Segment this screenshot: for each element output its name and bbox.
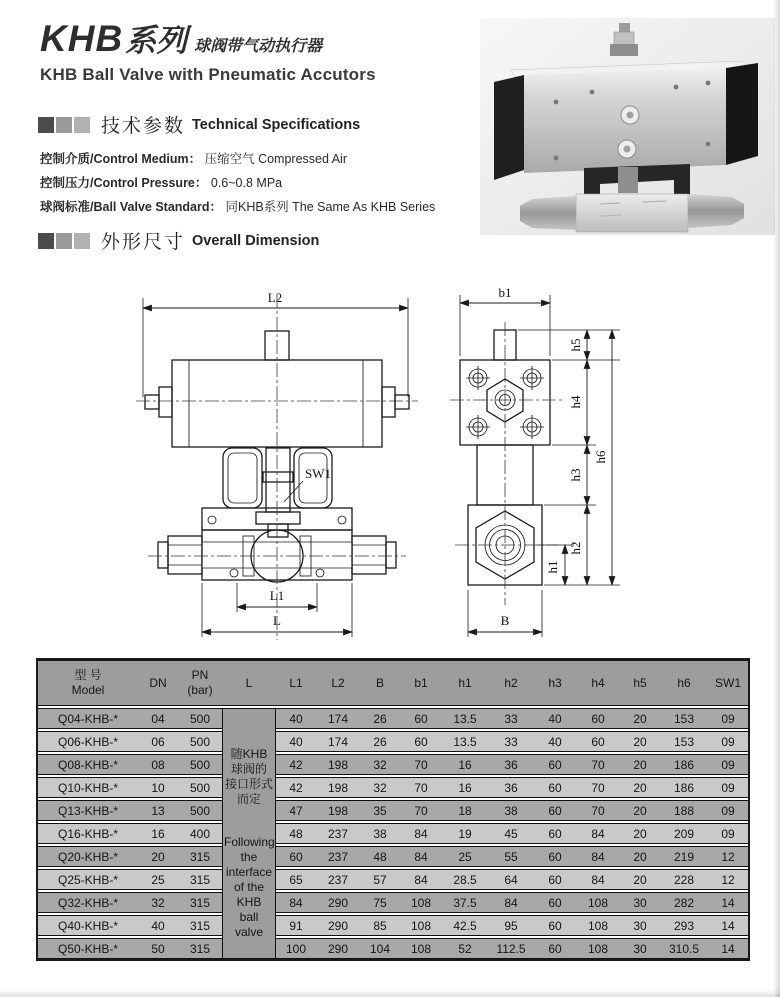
value-cell: 16	[442, 754, 488, 775]
column-header: h2	[488, 660, 534, 706]
value-cell: 32	[360, 754, 400, 775]
value-cell: 60	[534, 846, 576, 867]
value-cell: 70	[400, 754, 442, 775]
value-cell: 108	[576, 915, 620, 936]
value-cell: 60	[534, 915, 576, 936]
column-header: h1	[442, 660, 488, 706]
value-cell: 20	[620, 869, 660, 890]
value-cell: 19	[442, 823, 488, 844]
value-cell: 42.5	[442, 915, 488, 936]
value-cell: 55	[488, 846, 534, 867]
value-cell: 310.5	[660, 938, 708, 959]
value-cell: 84	[400, 823, 442, 844]
value-cell: 500	[178, 754, 222, 775]
value-cell: 290	[316, 915, 360, 936]
value-cell: 13.5	[442, 708, 488, 729]
model-cell: Q13-KHB-*	[38, 800, 138, 821]
value-cell: 33	[488, 708, 534, 729]
value-cell: 16	[138, 823, 178, 844]
value-cell: 70	[576, 754, 620, 775]
value-cell: 85	[360, 915, 400, 936]
table-row	[38, 846, 748, 867]
column-header: B	[360, 660, 400, 706]
value-cell: 30	[620, 915, 660, 936]
value-cell: 500	[178, 777, 222, 798]
value-cell: 40	[534, 708, 576, 729]
column-header: SW1	[708, 660, 748, 706]
value-cell: 14	[708, 915, 748, 936]
value-cell: 282	[660, 892, 708, 913]
spec-label: 控制压力/Control Pressure：	[40, 176, 208, 190]
value-cell: 290	[316, 938, 360, 959]
value-cell: 95	[488, 915, 534, 936]
value-cell: 84	[576, 846, 620, 867]
value-cell: 219	[660, 846, 708, 867]
value-cell: 237	[316, 869, 360, 890]
value-cell: 09	[708, 800, 748, 821]
spec-control-pressure	[40, 173, 435, 191]
column-header: h4	[576, 660, 620, 706]
value-cell: 14	[708, 892, 748, 913]
value-cell: 186	[660, 754, 708, 775]
value-cell: 75	[360, 892, 400, 913]
value-cell: 400	[178, 823, 222, 844]
value-cell: 108	[400, 938, 442, 959]
value-cell: 108	[400, 915, 442, 936]
value-cell: 09	[708, 777, 748, 798]
value-cell: 48	[276, 823, 316, 844]
value-cell: 06	[138, 731, 178, 752]
section-marker-dark-icon	[38, 233, 54, 249]
front-view-drawing	[136, 290, 418, 640]
value-cell: 14	[708, 938, 748, 959]
value-cell: 198	[316, 800, 360, 821]
value-cell: 18	[442, 800, 488, 821]
value-cell: 04	[138, 708, 178, 729]
value-cell: 20	[620, 754, 660, 775]
value-cell: 60	[400, 731, 442, 752]
value-cell: 60	[534, 823, 576, 844]
value-cell: 228	[660, 869, 708, 890]
value-cell: 91	[276, 915, 316, 936]
value-cell: 64	[488, 869, 534, 890]
series-suffix-zh: 系列	[125, 23, 188, 58]
value-cell: 09	[708, 708, 748, 729]
series-subtitle-zh: 球阀带气动执行器	[194, 38, 323, 55]
value-cell: 84	[400, 869, 442, 890]
table-row	[38, 731, 748, 752]
title-block	[40, 20, 376, 85]
dim-label-L1: L1	[269, 588, 285, 603]
section-technical-specifications	[38, 111, 360, 138]
column-header: PN (bar)	[178, 660, 222, 706]
value-cell: 13	[138, 800, 178, 821]
spec-label: 控制介质/Control Medium：	[40, 152, 202, 166]
value-cell: 38	[488, 800, 534, 821]
value-cell: 188	[660, 800, 708, 821]
dim-label-h1: h1	[545, 560, 560, 574]
dimension-table	[36, 658, 750, 961]
value-cell: 52	[442, 938, 488, 959]
column-header: h5	[620, 660, 660, 706]
value-cell: 26	[360, 708, 400, 729]
value-cell: 315	[178, 892, 222, 913]
value-cell: 20	[620, 823, 660, 844]
dim-label-SW1: SW1	[305, 466, 331, 481]
spec-ball-valve-standard	[40, 197, 435, 215]
scan-edge-right	[773, 0, 780, 997]
dim-label-b1: b1	[498, 285, 512, 300]
value-cell: 70	[576, 800, 620, 821]
title-line-zh	[40, 20, 376, 57]
value-cell: 10	[138, 777, 178, 798]
model-cell: Q06-KHB-*	[38, 731, 138, 752]
table-row	[38, 708, 748, 729]
table-row	[38, 869, 748, 890]
value-cell: 84	[400, 846, 442, 867]
value-cell: 30	[620, 892, 660, 913]
spec-label: 球阀标准/Ball Valve Standard：	[40, 200, 222, 214]
value-cell: 20	[620, 731, 660, 752]
dim-label-h5: h5	[568, 338, 583, 352]
series-name: KHB	[40, 18, 124, 59]
value-cell: 153	[660, 731, 708, 752]
value-cell: 60	[576, 731, 620, 752]
ball-valve-photo	[520, 194, 744, 232]
value-cell: 40	[276, 731, 316, 752]
value-cell: 20	[620, 777, 660, 798]
column-header: L2	[316, 660, 360, 706]
value-cell: 57	[360, 869, 400, 890]
value-cell: 104	[360, 938, 400, 959]
value-cell: 209	[660, 823, 708, 844]
spec-table-body	[38, 708, 748, 959]
value-cell: 70	[400, 777, 442, 798]
value-cell: 84	[488, 892, 534, 913]
value-cell: 100	[276, 938, 316, 959]
section-marker-mid-icon	[56, 117, 72, 133]
value-cell: 25	[138, 869, 178, 890]
value-cell: 40	[534, 731, 576, 752]
value-cell: 25	[442, 846, 488, 867]
value-cell: 60	[534, 754, 576, 775]
value-cell: 237	[316, 846, 360, 867]
value-cell: 290	[316, 892, 360, 913]
value-cell: 37.5	[442, 892, 488, 913]
value-cell: 70	[400, 800, 442, 821]
product-photo	[480, 18, 775, 235]
column-header: L1	[276, 660, 316, 706]
value-cell: 315	[178, 938, 222, 959]
value-cell: 32	[138, 892, 178, 913]
value-cell: 28.5	[442, 869, 488, 890]
value-cell: 16	[442, 777, 488, 798]
section-title-zh: 技术参数	[101, 116, 186, 137]
value-cell: 20	[620, 708, 660, 729]
table-row	[38, 754, 748, 775]
column-header: h6	[660, 660, 708, 706]
dim-label-h2: h2	[568, 541, 583, 555]
scan-edge-bottom	[0, 990, 780, 997]
l-note-zh: 随KHB 球阀的 接口形式 而定	[224, 747, 273, 806]
value-cell: 50	[138, 938, 178, 959]
value-cell: 48	[360, 846, 400, 867]
value-cell: 47	[276, 800, 316, 821]
table-row	[38, 823, 748, 844]
value-cell: 186	[660, 777, 708, 798]
value-cell: 65	[276, 869, 316, 890]
model-cell: Q25-KHB-*	[38, 869, 138, 890]
table-header-row	[38, 660, 748, 706]
column-header: DN	[138, 660, 178, 706]
value-cell: 26	[360, 731, 400, 752]
model-cell: Q08-KHB-*	[38, 754, 138, 775]
value-cell: 32	[360, 777, 400, 798]
value-cell: 108	[576, 938, 620, 959]
value-cell: 500	[178, 731, 222, 752]
table-row	[38, 938, 748, 959]
value-cell: 09	[708, 754, 748, 775]
value-cell: 315	[178, 846, 222, 867]
value-cell: 153	[660, 708, 708, 729]
model-cell: Q32-KHB-*	[38, 892, 138, 913]
value-cell: 38	[360, 823, 400, 844]
section-marker-dark-icon	[38, 117, 54, 133]
value-cell: 30	[620, 938, 660, 959]
value-cell: 33	[488, 731, 534, 752]
column-header: b1	[400, 660, 442, 706]
actuator-photo	[494, 61, 758, 180]
page-title-en: KHB Ball Valve with Pneumatic Accutors	[40, 65, 376, 84]
value-cell: 40	[138, 915, 178, 936]
value-cell: 293	[660, 915, 708, 936]
value-cell: 20	[620, 846, 660, 867]
value-cell: 70	[576, 777, 620, 798]
section-title-en: Overall Dimension	[192, 232, 320, 249]
section-marker-light-icon	[74, 117, 90, 133]
table-row	[38, 800, 748, 821]
model-cell: Q16-KHB-*	[38, 823, 138, 844]
model-cell: Q20-KHB-*	[38, 846, 138, 867]
table-row	[38, 892, 748, 913]
spec-value: 压缩空气 Compressed Air	[204, 152, 347, 166]
value-cell: 315	[178, 869, 222, 890]
value-cell: 237	[316, 823, 360, 844]
value-cell: 500	[178, 800, 222, 821]
value-cell: 112.5	[488, 938, 534, 959]
value-cell: 108	[400, 892, 442, 913]
overall-dimension-drawing	[0, 280, 780, 658]
value-cell: 20	[620, 800, 660, 821]
value-cell: 35	[360, 800, 400, 821]
side-view-drawing	[450, 285, 620, 637]
column-header: 型 号 Model	[38, 660, 138, 706]
dim-label-h4: h4	[568, 395, 583, 409]
dim-label-B: B	[500, 613, 510, 628]
dim-label-L: L	[273, 613, 281, 628]
section-marker-light-icon	[74, 233, 90, 249]
model-cell: Q50-KHB-*	[38, 938, 138, 959]
spec-value: 0.6~0.8 MPa	[210, 176, 283, 190]
value-cell: 12	[708, 869, 748, 890]
value-cell: 198	[316, 777, 360, 798]
value-cell: 36	[488, 777, 534, 798]
value-cell: 60	[534, 892, 576, 913]
value-cell: 84	[576, 823, 620, 844]
value-cell: 174	[316, 731, 360, 752]
column-header: h3	[534, 660, 576, 706]
l-note-en: Following the interface of the KHB ball valve	[224, 835, 275, 939]
value-cell: 40	[276, 708, 316, 729]
section-marker-mid-icon	[56, 233, 72, 249]
value-cell: 60	[534, 869, 576, 890]
value-cell: 84	[276, 892, 316, 913]
value-cell: 42	[276, 754, 316, 775]
value-cell: 60	[576, 708, 620, 729]
model-cell: Q40-KHB-*	[38, 915, 138, 936]
value-cell: 500	[178, 708, 222, 729]
dim-label-h6: h6	[593, 450, 608, 464]
table-row	[38, 915, 748, 936]
section-title-en: Technical Specifications	[192, 116, 361, 133]
value-cell: 36	[488, 754, 534, 775]
l-note-cell	[222, 708, 276, 959]
value-cell: 45	[488, 823, 534, 844]
value-cell: 12	[708, 846, 748, 867]
value-cell: 108	[576, 892, 620, 913]
table-row	[38, 777, 748, 798]
value-cell: 42	[276, 777, 316, 798]
spec-table	[38, 658, 748, 961]
value-cell: 20	[138, 846, 178, 867]
value-cell: 09	[708, 731, 748, 752]
spec-list	[40, 149, 435, 221]
value-cell: 60	[534, 800, 576, 821]
spec-value: 同KHB系列 The Same As KHB Series	[225, 200, 436, 214]
dim-label-h3: h3	[568, 468, 583, 482]
value-cell: 60	[400, 708, 442, 729]
model-cell: Q04-KHB-*	[38, 708, 138, 729]
section-title-zh: 外形尺寸	[101, 232, 186, 253]
value-cell: 08	[138, 754, 178, 775]
value-cell: 60	[276, 846, 316, 867]
value-cell: 315	[178, 915, 222, 936]
value-cell: 60	[534, 777, 576, 798]
value-cell: 84	[576, 869, 620, 890]
dim-label-L2: L2	[267, 290, 283, 305]
value-cell: 13.5	[442, 731, 488, 752]
value-cell: 09	[708, 823, 748, 844]
value-cell: 60	[534, 938, 576, 959]
section-overall-dimension	[38, 227, 319, 254]
column-header: L	[222, 660, 276, 706]
value-cell: 174	[316, 708, 360, 729]
spec-control-medium	[40, 149, 435, 167]
model-cell: Q10-KHB-*	[38, 777, 138, 798]
value-cell: 198	[316, 754, 360, 775]
